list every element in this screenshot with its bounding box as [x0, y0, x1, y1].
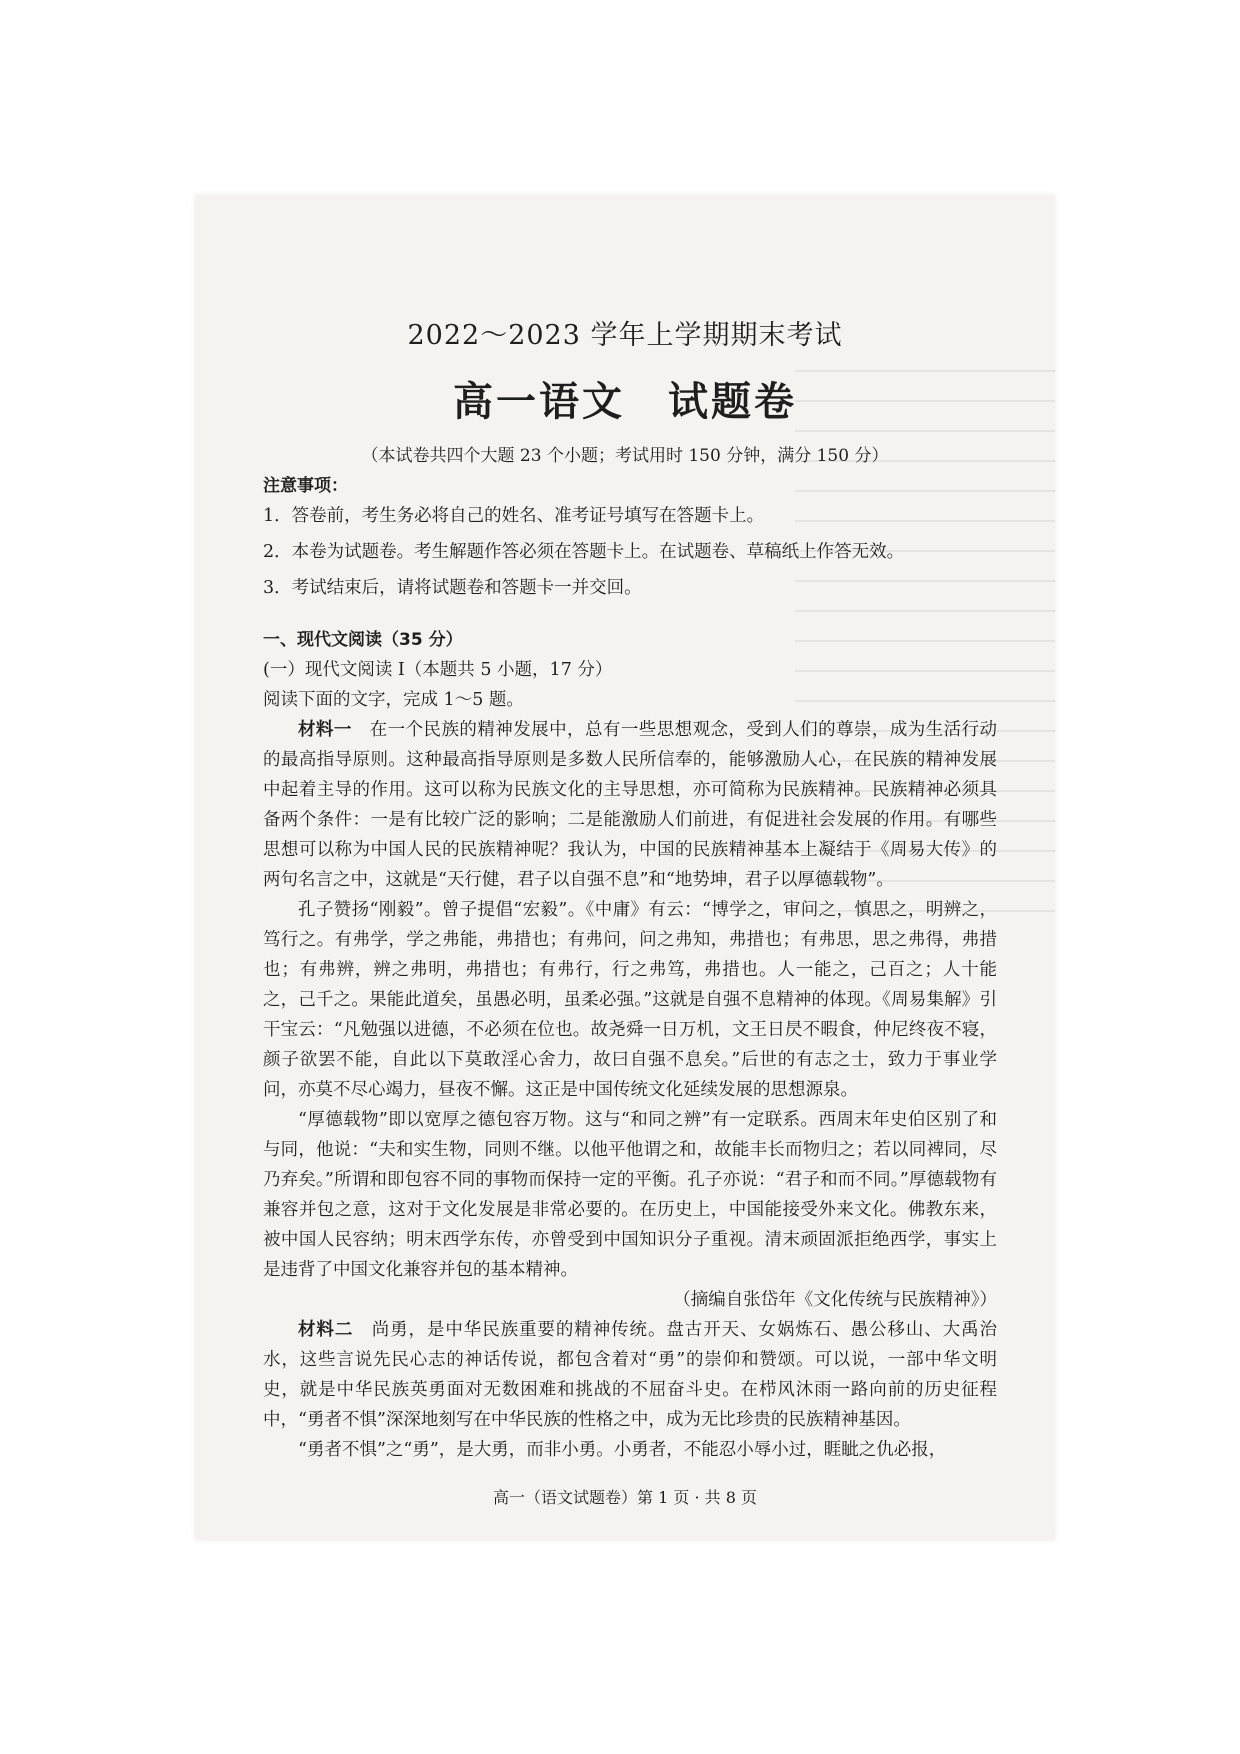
- exam-title: 2022～2023 学年上学期期末考试: [407, 320, 843, 351]
- page-footer: 高一（语文试题卷）第 1 页 · 共 8 页: [493, 1488, 757, 1507]
- exam-body: [263, 471, 997, 1465]
- material-paragraph: “厚德载物”即以宽厚之德包容万物。这与“和同之辨”有一定联系。西周末年史伯区别了和与同，他说：“夫和实生物，同则不继。以他平他谓之和，故能丰长而物归之；若以同裨同，尽乃弃矣。”所谓和即包容不同的事物而保持一定的平衡。孔子亦说：“君子和而不同。”厚德载物有兼容并包之意，这对于文化发展是非常必要的。在历史上，中国能接受外来文化。佛教东来，被中国人民容纳；明末西学东传，亦曾受到中国知识分子重视。清末顽固派拒绝西学，事实上是违背了中国文化兼容并包的基本精神。: [263, 1110, 997, 1280]
- material-paragraph: 材料一 在一个民族的精神发展中，总有一些思想观念，受到人们的尊崇，成为生活行动的最高指导原则。这种最高指导原则是多数人民所信奉的，能够激励人心，在民族的精神发展中起着主导的作用。这可以称为民族文化的主导思想，亦可简称为民族精神。民族精神必须具备两个条件：一是有比较广泛的影响；二是能激励人们前进，有促进社会发展的作用。有哪些思想可以称为中国人民的民族精神呢？我认为，中国的民族精神基本上凝结于《周易大传》的两句名言之中，这就是“天行健，君子以自强不息”和“地势坤，君子以厚德载物”。: [263, 720, 998, 890]
- subsection-title: (一）现代文阅读 I（本题共 5 小题，17 分）: [263, 660, 613, 680]
- note-item: 1．答卷前，考生务必将自己的姓名、准考证号填写在答题卡上。: [263, 506, 765, 526]
- material-source: （摘编自张岱年《文化传统与民族精神》）: [673, 1290, 997, 1310]
- notes-title: 注意事项：: [263, 476, 348, 496]
- section-title: 一、现代文阅读（35 分）: [263, 630, 463, 650]
- material-label: 材料一: [298, 720, 352, 740]
- reading-instruction: 阅读下面的文字，完成 1～5 题。: [263, 690, 524, 710]
- subject-title: 高一语文 试题卷: [453, 378, 797, 425]
- material-paragraph: 孔子赞扬“刚毅”。曾子提倡“宏毅”。《中庸》有云：“博学之，审问之，慎思之，明辨之，笃行之。有弗学，学之弗能，弗措也；有弗问，问之弗知，弗措也；有弗思，思之弗得，弗措也；有弗辨，辨之弗明，弗措也；有弗行，行之弗笃，弗措也。人一能之，己百之；人十能之，己千之。果能此道矣，虽愚必明，虽柔必强。”这就是自强不息精神的体现。《周易集解》引干宝云：“凡勉强以进德，不必须在位也。故尧舜一日万机，文王日昃不暇食，仲尼终夜不寝，颜子欲罢不能，自此以下莫敢淫心舍力，故曰自强不息矣。”后世的有志之士，致力于事业学问，亦莫不尽心竭力，昼夜不懈。这正是中国传统文化延续发展的思想源泉。: [263, 900, 997, 1100]
- material-paragraph: “勇者不惧”之“勇”，是大勇，而非小勇。小勇者，不能忍小辱小过，睚眦之仇必报，: [298, 1440, 947, 1460]
- exam-info: （本试卷共四个大题 23 个小题；考试用时 150 分钟，满分 150 分）: [361, 446, 889, 466]
- note-item: 3．考试结束后，请将试题卷和答题卡一并交回。: [263, 578, 642, 598]
- exam-page: [195, 195, 1055, 1540]
- material-label: 材料二: [298, 1320, 354, 1340]
- note-item: 2．本卷为试题卷。考生解题作答必须在答题卡上。在试题卷、草稿纸上作答无效。: [263, 542, 905, 562]
- material-paragraph: 材料二 尚勇，是中华民族重要的精神传统。盘古开天、女娲炼石、愚公移山、大禹治水，这些言说先民心志的神话传说，都包含着对“勇”的崇仰和赞颂。可以说，一部中华文明史，就是中华民族英勇面对无数困难和挑战的不屈奋斗史。在栉风沐雨一路向前的历史征程中，“勇者不惧”深深地刻写在中华民族的性格之中，成为无比珍贵的民族精神基因。: [263, 1320, 998, 1430]
